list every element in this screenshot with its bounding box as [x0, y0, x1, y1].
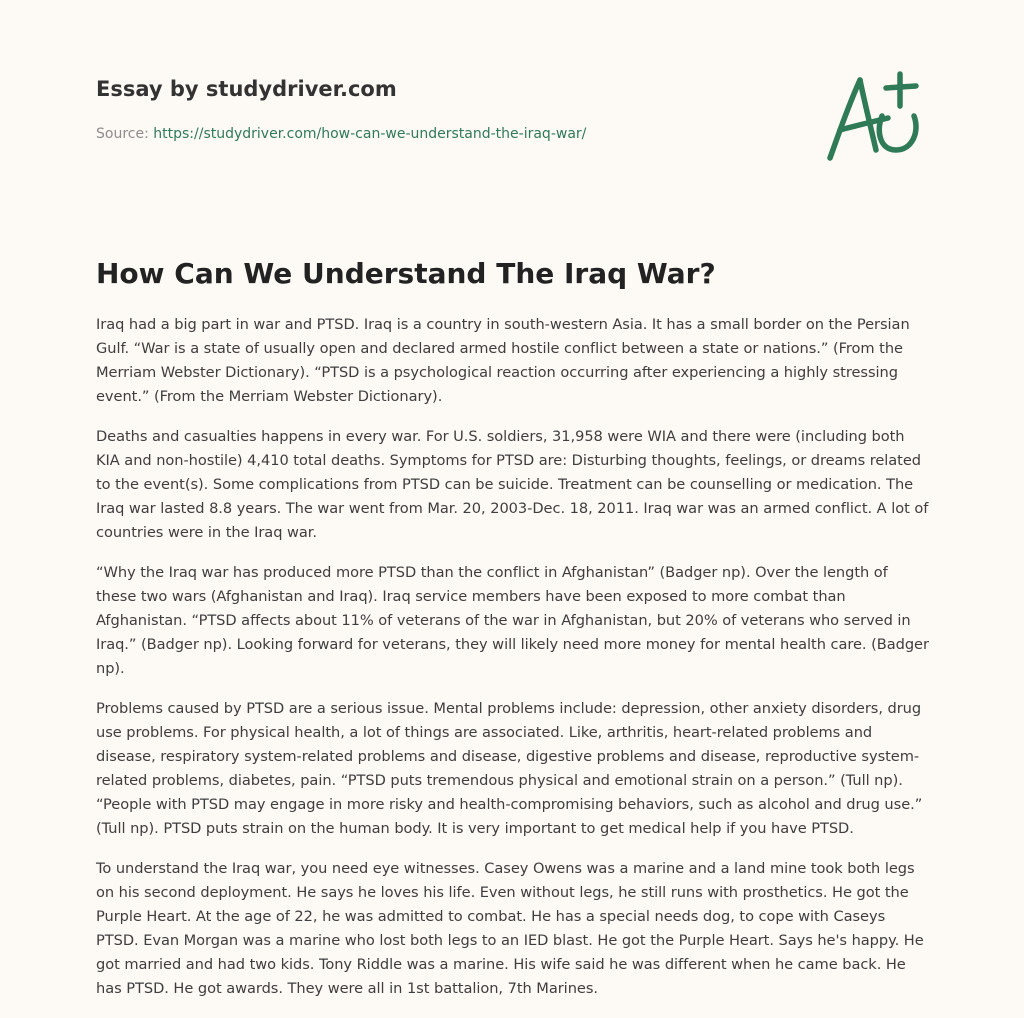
brand-title: Essay by studydriver.com: [96, 77, 397, 101]
essay-header: [96, 74, 796, 144]
source-label: Source:: [96, 126, 154, 142]
essay-title: How Can We Understand The Iraq War?: [96, 257, 716, 290]
article: [96, 254, 932, 1017]
paragraph: Iraq had a big part in war and PTSD. Iraq is a country in south-western Asia. It has a small border on the Persian Gulf. “War is a state of usually open and declared armed hostile conflict between a state or nations.” (From the Merriam Webster Dictionary). “PTSD is a psychological reaction occurring after experiencing a highly stressing event.” (From the Merriam Webster Dictionary).: [96, 316, 910, 405]
source-link[interactable]: https://studydriver.com/how-can-we-understand-the-iraq-war/: [153, 126, 587, 142]
paragraph: To understand the Iraq war, you need eye witnesses. Casey Owens was a marine and a land mine took both legs on his second deployment. He says he loves his life. Even without legs, he still runs with prosthetics. He got the Purple Heart. At the age of 22, he was admitted to combat. He has a special needs dog, to cope with Caseys PTSD. Evan Morgan was a marine who lost both legs to an IED blast. He got the Purple Heart. Says he's happy. He got married and had two kids. Tony Riddle was a marine. His wife said he was different when he came back. He has PTSD. He got awards. They were all in 1st battalion, 7th Marines.: [96, 860, 924, 997]
paragraph: Deaths and casualties happens in every war. For U.S. soldiers, 31,958 were WIA and there were (including both KIA and non-hostile) 4,410 total deaths. Symptoms for PTSD are: Disturbing thoughts, feelings, or dreams related to the event(s). Some complications from PTSD can be suicide. Treatment can be counselling or medication. The Iraq war lasted 8.8 years. The war went from Mar. 20, 2003-Dec. 18, 2011. Iraq war was an armed conflict. A lot of countries were in the Iraq war.: [96, 428, 929, 541]
paragraph: “Why the Iraq war has produced more PTSD than the conflict in Afghanistan” (Badger np). Over the length of these two wars (Afghanistan and Iraq). Iraq service members have been exposed to more combat than Afghanistan. “PTSD affects about 11% of veterans of the war in Afghanistan, but 20% of veterans who served in Iraq.” (Badger np). Looking forward for veterans, they will likely need more money for mental health care. (Badger np).: [96, 564, 929, 677]
source-line: [96, 124, 796, 144]
paragraph: Problems caused by PTSD are a serious issue. Mental problems include: depression, other anxiety disorders, drug use problems. For physical health, a lot of things are associated. Like, arthritis, heart-related problems and disease, respiratory system-related problems and disease, digestive problems and disease, reproductive system-related problems, diabetes, pain. “PTSD puts tremendous physical and emotional strain on a person.” (Tull np). “People with PTSD may engage in more risky and health-compromising behaviors, such as alcohol and drug use.” (Tull np). PTSD puts strain on the human body. It is very important to get medical help if you have PTSD.: [96, 700, 923, 837]
a-plus-logo-icon: [820, 66, 930, 166]
